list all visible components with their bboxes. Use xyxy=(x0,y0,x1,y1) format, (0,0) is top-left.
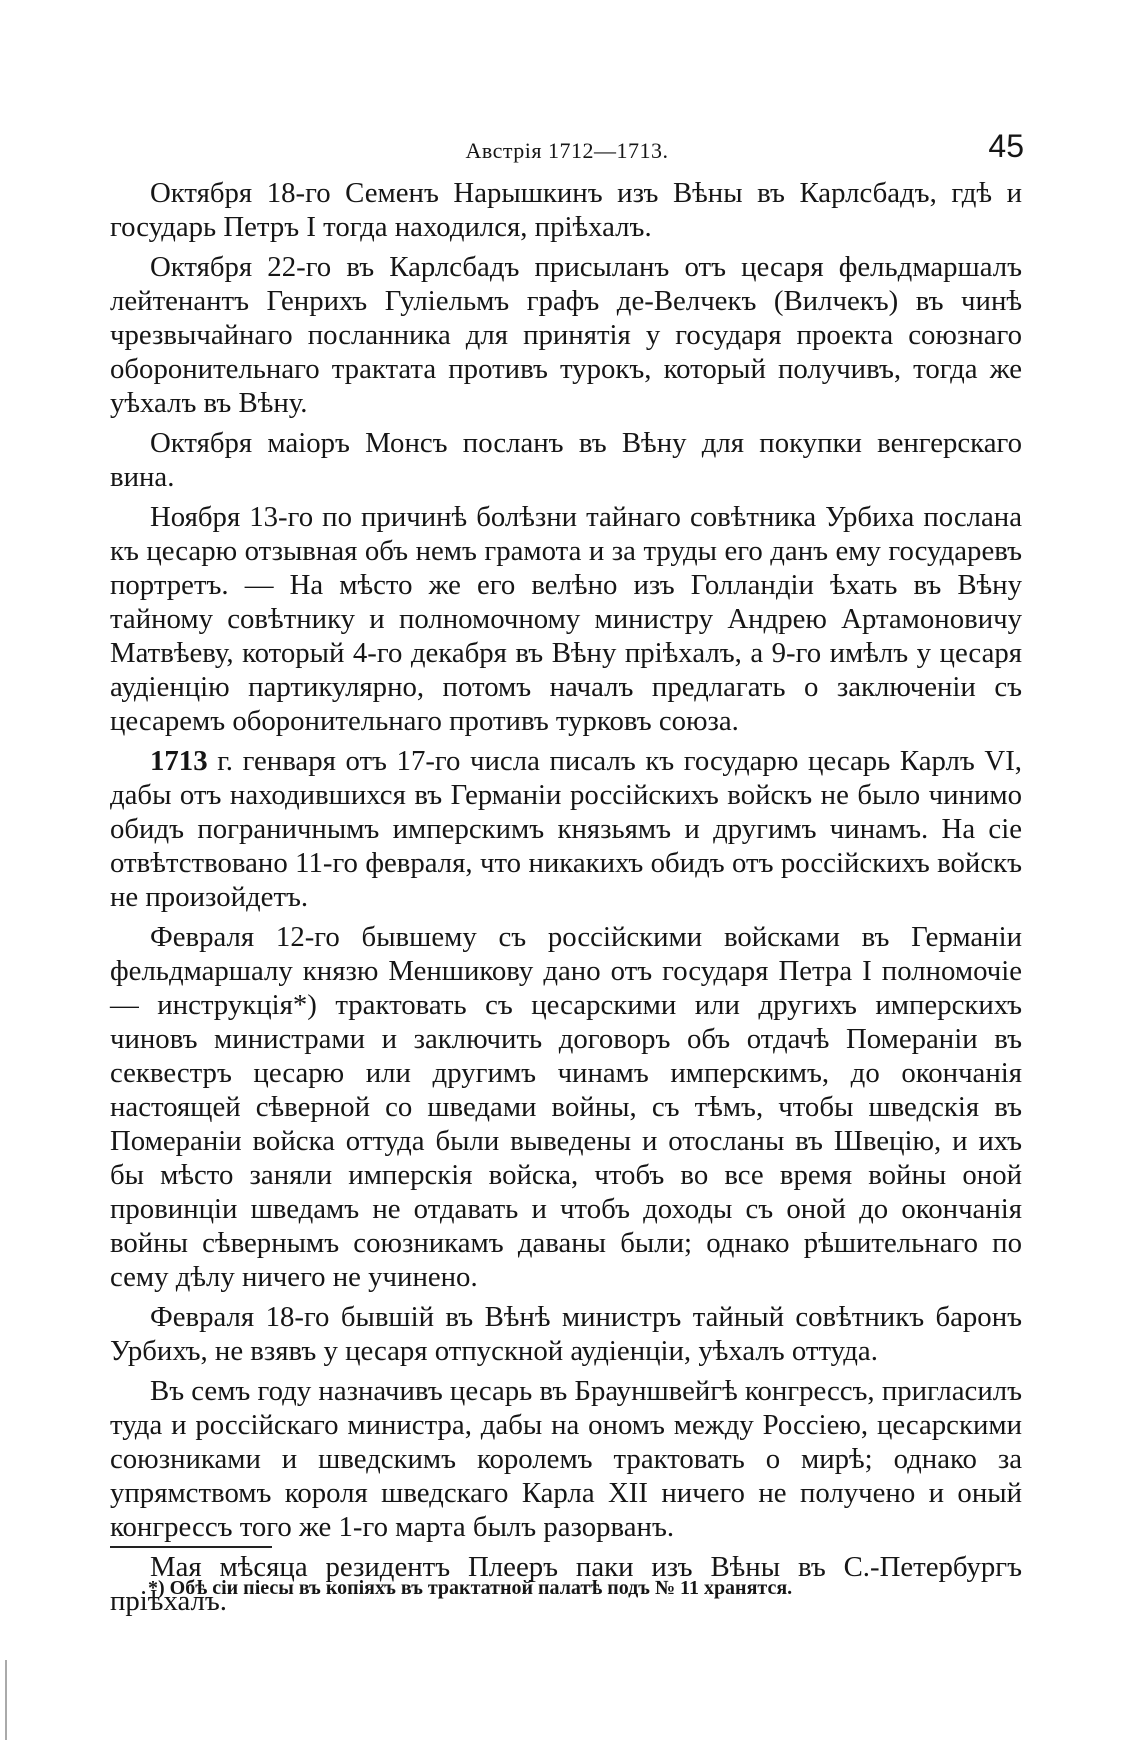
paragraph-2 xyxy=(110,250,1022,420)
page-number: 45 xyxy=(988,128,1024,164)
paragraph-text: Октября 18-го Семенъ Нарышкинъ изъ Вѣны въ Карлсбадъ, гдѣ и государь Петръ I тогда находился, пріѣхалъ. xyxy=(110,177,1022,243)
paragraph-1 xyxy=(110,176,1022,244)
paragraph-4 xyxy=(110,500,1022,738)
paragraph-text: Октября маіоръ Монсъ посланъ въ Вѣну для покупки венгерскаго вина. xyxy=(110,427,1022,493)
running-title: Австрія 1712—1713. xyxy=(465,138,669,163)
scan-margin-mark xyxy=(5,1660,7,1740)
paragraph-5 xyxy=(110,744,1022,914)
paragraph-7 xyxy=(110,1300,1022,1368)
page-header xyxy=(110,128,1024,168)
year-marker: 1713 xyxy=(150,745,208,777)
paragraph-3 xyxy=(110,426,1022,494)
paragraph-text: Мая мѣсяца резидентъ Плееръ паки изъ Вѣны въ С.-Петербургъ пріѣхалъ. xyxy=(110,1551,1022,1617)
paragraph-6 xyxy=(110,920,1022,1294)
paragraph-text: Ноября 13-го по причинѣ болѣзни тайнаго совѣтника Урбиха послана къ цесарю отзывная объ немъ грамота и за труды его данъ ему государевъ портретъ. — На мѣсто же его велѣно изъ Голландіи ѣхать въ Вѣну тайному совѣтнику и полномочному министру Андрею Артамоновичу Матвѣеву, который 4-го декабря въ Вѣну пріѣхалъ, а 9-го имѣлъ у цесаря аудіенцію партикулярно, потомъ началъ предлагать о заключеніи съ цесаремъ оборонительнаго противъ турковъ союза. xyxy=(110,501,1022,737)
footnote-divider xyxy=(110,1546,272,1548)
footnote: *) Обѣ сіи піесы въ копіяхъ въ трактатной палатѣ подъ № 11 хранятся. xyxy=(148,1577,793,1599)
paragraph-text: г. генваря отъ 17-го числа писалъ къ государю цесарь Карлъ VI, дабы отъ находившихся въ Германіи россійскихъ войскъ не было чинимо обидъ пограничнымъ имперскимъ князьямъ и другимъ чинамъ. На сіе отвѣтствовано 11-го февраля, что никакихъ обидъ отъ россійскихъ войскъ не произойдетъ. xyxy=(110,745,1022,913)
body-text xyxy=(110,176,1022,1624)
paragraph-text: Октября 22-го въ Карлсбадъ присыланъ отъ цесаря фельдмаршалъ лейтенантъ Генрихъ Гуліельмъ графъ де-Велчекъ (Вилчекъ) въ чинѣ чрезвычайнаго посланника для принятія у государя проекта союзнаго оборонительнаго трактата противъ турокъ, который получивъ, тогда же уѣхалъ въ Вѣну. xyxy=(110,251,1022,419)
paragraph-text: Февраля 12-го бывшему съ россійскими войсками въ Германіи фельдмаршалу князю Меншикову дано отъ государя Петра I полномочіе — инструкція*) трактовать съ цесарскими или другихъ имперскихъ чиновъ министрами и заключить договоръ объ отдачѣ Помераніи въ секвестръ цесарю или другимъ чинамъ имперскимъ, до окончанія настоящей сѣверной со шведами войны, съ тѣмъ, чтобы шведскія въ Помераніи войска оттуда были выведены и отосланы въ Швецію, и ихъ бы мѣсто заняли имперскія войска, чтобъ во все время войны оной провинціи шведамъ не отдавать и чтобъ доходы съ оной до окончанія войны сѣвернымъ союзникамъ даваны были; однако рѣшительнаго по сему дѣлу ничего не учинено. xyxy=(110,921,1022,1293)
paragraph-text: Февраля 18-го бывшій въ Вѣнѣ министръ тайный совѣтникъ баронъ Урбихъ, не взявъ у цесаря отпускной аудіенціи, уѣхалъ оттуда. xyxy=(110,1301,1022,1367)
paragraph-8 xyxy=(110,1374,1022,1544)
paragraph-text: Въ семъ году назначивъ цесарь въ Брауншвейгѣ конгрессъ, пригласилъ туда и россійскаго министра, дабы на ономъ между Россіею, цесарскими союзниками и шведскимъ королемъ трактовать о мирѣ; однако за упрямствомъ короля шведскаго Карла XII ничего не получено и оный конгрессъ того же 1-го марта былъ разорванъ. xyxy=(110,1375,1023,1543)
